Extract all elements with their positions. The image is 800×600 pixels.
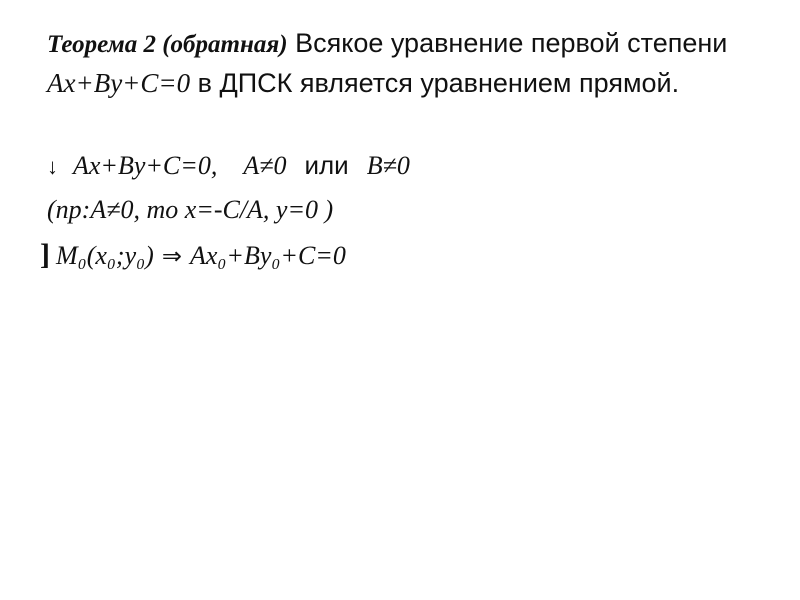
condition-a: A≠0	[243, 151, 287, 180]
condition-line	[47, 150, 410, 181]
theorem-text-a: Всякое уравнение первой степени	[287, 28, 728, 58]
theorem-equation: Ax+By+C=0	[47, 68, 191, 98]
or-word: или	[304, 150, 349, 180]
point-m0: M₀(x₀;y₀)	[56, 241, 154, 270]
example-text: (пр:A≠0, то x=-C/A, y=0 )	[47, 195, 334, 224]
point-line	[40, 238, 346, 272]
point-equation: Ax₀+By₀+C=0	[189, 241, 346, 270]
theorem-paragraph	[47, 24, 767, 102]
implies-arrow-icon: ⇒	[161, 242, 182, 270]
exists-bracket-icon: ]	[40, 238, 50, 271]
general-equation: Ax+By+C=0,	[73, 151, 218, 180]
theorem-text-b: в ДПСК является уравнением прямой.	[190, 68, 680, 98]
example-line	[47, 194, 333, 225]
condition-b: B≠0	[366, 151, 410, 180]
down-arrow-icon: ↓	[47, 154, 58, 179]
theorem-heading: Теорема 2 (обратная)	[47, 31, 288, 58]
